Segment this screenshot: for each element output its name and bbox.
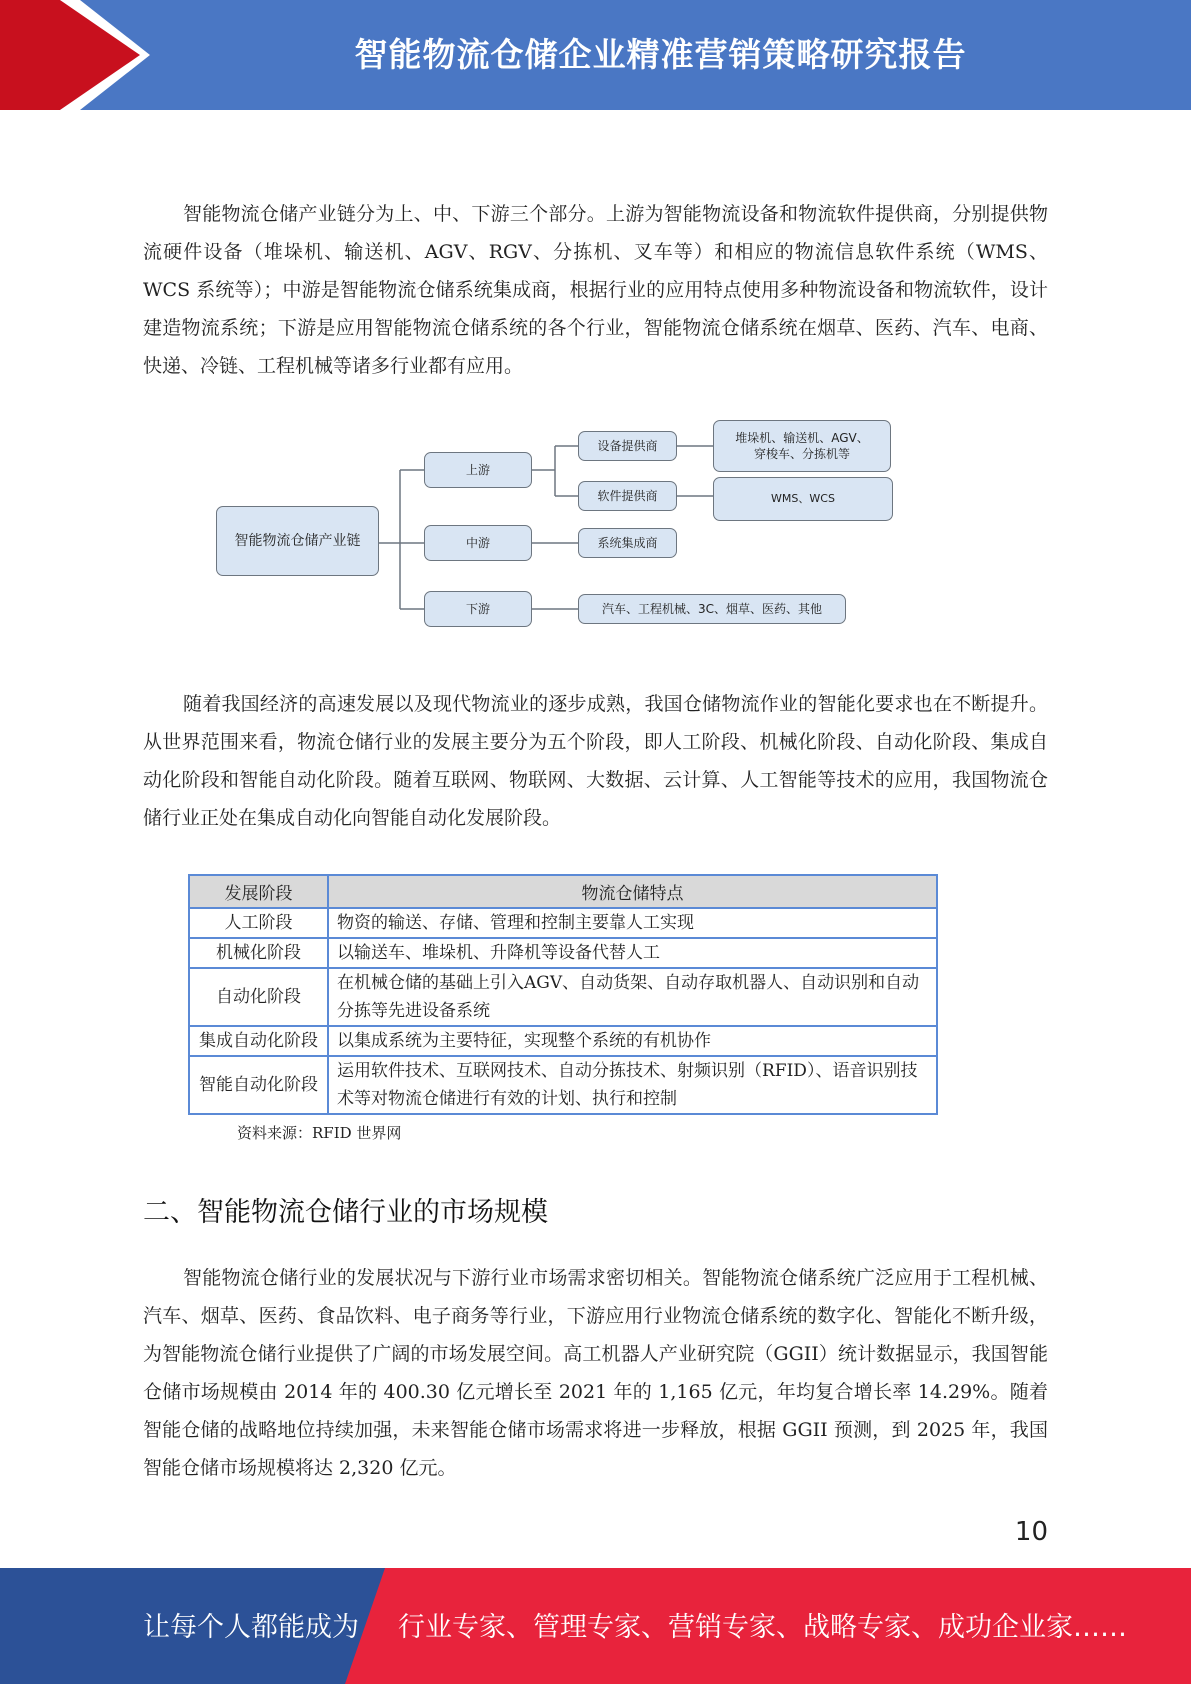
header-stage: 发展阶段 — [189, 875, 328, 908]
desc-cell: 运用软件技术、互联网技术、自动分拣技术、射频识别（RFID）、语音识别技术等对物流仓储进行有效的计划、执行和控制 — [328, 1056, 937, 1114]
desc-cell: 以输送车、堆垛机、升降机等设备代替人工 — [328, 938, 937, 968]
page-number: 10 — [1014, 1517, 1048, 1547]
downstream-node: 下游 — [424, 591, 532, 627]
stage-cell: 机械化阶段 — [189, 938, 328, 968]
upstream-node: 上游 — [424, 452, 532, 488]
stages-table-wrapper — [188, 874, 938, 1115]
industries-node: 汽车、工程机械、3C、烟草、医药、其他 — [578, 594, 846, 624]
section-heading: 二、智能物流仓储行业的市场规模 — [143, 1197, 548, 1228]
table-row — [189, 938, 937, 968]
software-provider-node: 软件提供商 — [578, 481, 677, 511]
table-row — [189, 908, 937, 938]
equipment-list-line-1: 堆垛机、输送机、AGV、 — [735, 431, 869, 445]
desc-cell: 在机械仓储的基础上引入AGV、自动货架、自动存取机器人、自动识别和自动分拣等先进设备系统 — [328, 968, 937, 1026]
table-row — [189, 968, 937, 1026]
desc-cell: 物资的输送、存储、管理和控制主要靠人工实现 — [328, 908, 937, 938]
midstream-node: 中游 — [424, 525, 532, 561]
stage-cell: 自动化阶段 — [189, 968, 328, 1026]
development-paragraph: 随着我国经济的高速发展以及现代物流业的逐步成熟，我国仓储物流作业的智能化要求也在不断提升。从世界范围来看，物流仓储行业的发展主要分为五个阶段，即人工阶段、机械化阶段、自动化阶段、集成自动化阶段和智能自动化阶段。随着互联网、物联网、大数据、云计算、人工智能等技术的应用，我国物流仓储行业正处在集成自动化向智能自动化发展阶段。 — [143, 693, 1048, 829]
market-size-paragraph: 智能物流仓储行业的发展状况与下游行业市场需求密切相关。智能物流仓储系统广泛应用于工程机械、汽车、烟草、医药、食品饮料、电子商务等行业，下游应用行业物流仓储系统的数字化、智能化不断升级，为智能物流仓储行业提供了广阔的市场发展空间。高工机器人产业研究院（GGII）统计数据显示，我国智能仓储市场规模由 2014 年的 400.30 亿元增长至 2021 年的 1,165 亿元，年均复合增长率 14.29%。随着智能仓储的战略地位持续加强，未来智能仓储市场需求将进一步释放，根据 GGII 预测，到 2025 年，我国智能仓储市场规模将达 2,320 亿元。 — [143, 1267, 1048, 1479]
page-header — [0, 0, 1191, 110]
software-list-node: WMS、WCS — [713, 477, 893, 521]
table-row — [189, 1056, 937, 1114]
stage-cell: 集成自动化阶段 — [189, 1026, 328, 1056]
page-footer — [0, 1568, 1191, 1684]
stage-cell: 智能自动化阶段 — [189, 1056, 328, 1114]
integrator-node: 系统集成商 — [578, 528, 677, 558]
chain-root-node: 智能物流仓储产业链 — [216, 506, 379, 576]
equipment-list-node — [713, 420, 891, 472]
report-title: 智能物流仓储企业精准营销策略研究报告 — [354, 35, 967, 74]
footer-slogan-left: 让每个人都能成为 — [143, 1612, 359, 1643]
desc-cell: 以集成系统为主要特征，实现整个系统的有机协作 — [328, 1026, 937, 1056]
industry-chain-diagram — [205, 410, 905, 640]
equipment-provider-node: 设备提供商 — [578, 431, 677, 461]
table-header-row — [189, 875, 937, 908]
table-row — [189, 1026, 937, 1056]
intro-paragraph: 智能物流仓储产业链分为上、中、下游三个部分。上游为智能物流设备和物流软件提供商，分别提供物流硬件设备（堆垛机、输送机、AGV、RGV、分拣机、叉车等）和相应的物流信息软件系统（WMS、WCS 系统等）；中游是智能物流仓储系统集成商，根据行业的应用特点使用多种物流设备和物流软件，设计建造物流系统；下游是应用智能物流仓储系统的各个行业，智能物流仓储系统在烟草、医药、汽车、电商、快递、冷链、工程机械等诸多行业都有应用。 — [143, 203, 1048, 377]
header-characteristics: 物流仓储特点 — [328, 875, 937, 908]
footer-slogan-right: 行业专家、管理专家、营销专家、战略专家、成功企业家…… — [398, 1612, 1127, 1643]
development-stages-table — [188, 874, 938, 1115]
table-source-note: 资料来源：RFID 世界网 — [237, 1124, 402, 1142]
equipment-list-line-2: 穿梭车、分拣机等 — [753, 447, 850, 461]
stage-cell: 人工阶段 — [189, 908, 328, 938]
